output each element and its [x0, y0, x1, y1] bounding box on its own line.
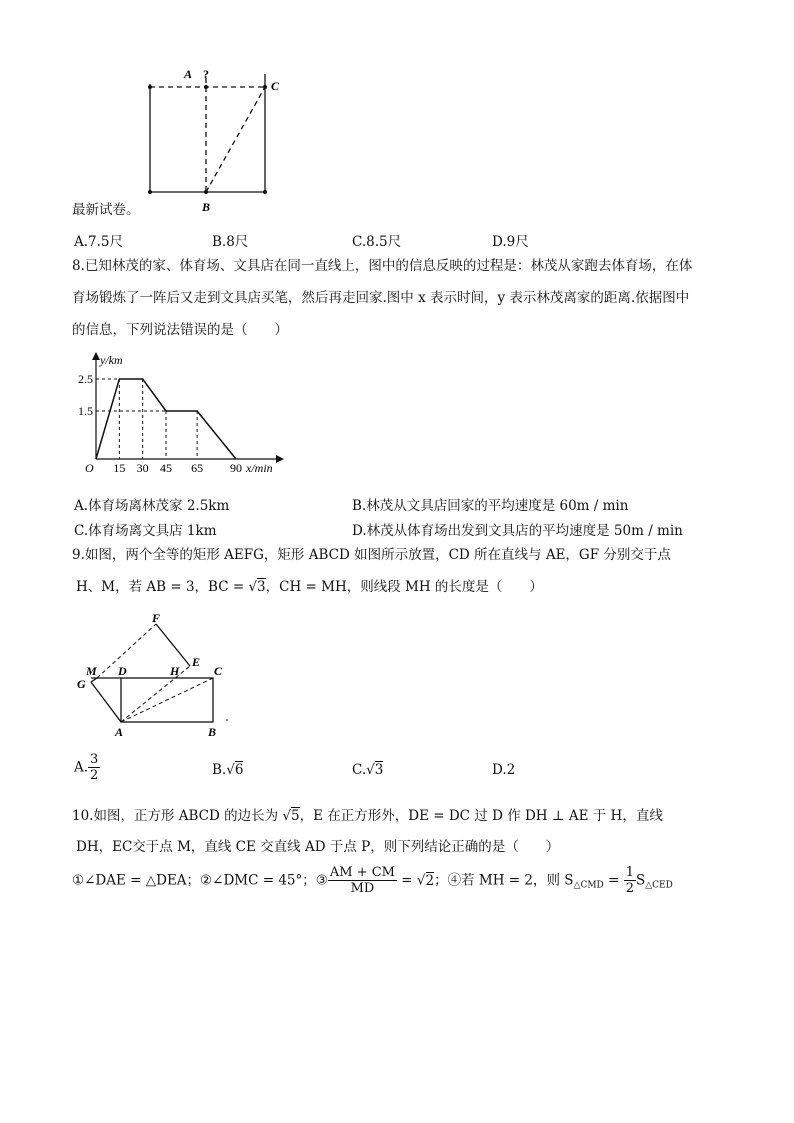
q10-half-denominator: 2 — [625, 881, 634, 896]
q9-segment-ef — [156, 624, 190, 666]
q8-stem-line-2: 育场锻炼了一阵后又走到文具店买笔，然后再走回家.图中 x 表示时间，y 表示林茂离家的距离.依据图中 — [72, 290, 690, 306]
x-tick-label: 30 — [136, 461, 149, 475]
q9-option-d[interactable]: D.2 — [492, 762, 516, 778]
q10-fraction-denominator: MD — [350, 881, 375, 896]
q10-sqrt-sign-2: √ — [416, 872, 426, 889]
q10-equals: = — [397, 872, 417, 889]
y-tick-label: 2.5 — [78, 372, 93, 386]
q10-statement-4: ；④若 MH = 2，则 S — [434, 872, 574, 889]
q9-label-C: C — [214, 664, 223, 678]
q9-option-c-radicand: 3 — [374, 762, 384, 778]
q10-fraction-half — [624, 865, 636, 896]
q9-option-a-denominator: 2 — [90, 768, 99, 783]
q7-option-a[interactable]: A.7.5尺 — [74, 234, 124, 250]
x-tick-label: 45 — [160, 461, 172, 475]
q9-label-A: A — [115, 725, 124, 739]
q10-sqrt-sign: √ — [282, 808, 292, 824]
q9-figure — [74, 612, 244, 744]
q9-option-a-numerator: 3 — [90, 752, 99, 767]
x-tick-label: 90 — [230, 461, 242, 475]
q9-line2-part-b: ，CH = MH，则线段 MH 的长度是（ ） — [265, 579, 543, 595]
q9-option-c-sqrt-sign: √ — [366, 762, 375, 778]
q10-half-numerator: 1 — [625, 865, 634, 880]
q7-label-top-mark: ? — [203, 67, 209, 81]
q9-label-F: F — [152, 612, 161, 625]
q9-option-a-fraction — [88, 752, 100, 783]
q7-label-A: A — [184, 67, 193, 81]
q10-stem-line-1 — [72, 806, 663, 826]
y-axis-arrow — [92, 352, 100, 360]
q7-diagonal-dashed — [206, 87, 265, 192]
q9-label-G: G — [77, 677, 86, 691]
q8-distance-time-chart — [70, 348, 300, 478]
q10-equals-2: = — [603, 872, 624, 889]
q9-label-D: D — [118, 664, 127, 678]
q7-option-c[interactable]: C.8.5尺 — [352, 234, 402, 250]
q10-area-s: S — [635, 872, 646, 889]
q10-fraction-am-cm-md — [328, 865, 397, 896]
q9-option-c-prefix: C. — [352, 762, 367, 778]
q8-option-b[interactable]: B.林茂从文具店回家的平均速度是 60m / min — [352, 498, 629, 514]
q10-statement-1-2: ①∠DAE = △DEA；②∠DMC = 45°；③ — [72, 872, 328, 889]
q8-option-d[interactable]: D.林茂从体育场出发到文具店的平均速度是 50m / min — [352, 523, 683, 539]
q9-stem-line-1: 9.如图，两个全等的矩形 AEFG，矩形 ABCD 如图所示放置，CD 所在直线与 AE，GF 分别交于点 — [72, 547, 671, 563]
q10-subscript-cmd: △CMD — [573, 880, 604, 891]
q10-subscript-ced: △CED — [645, 880, 673, 891]
q9-label-E: E — [192, 655, 201, 669]
q8-stem-line-1: 8.已知林茂的家、体育场、文具店在同一直线上，图中的信息反映的过程是：林茂从家跑去体育场，在体 — [72, 258, 693, 274]
q9-stem-line-2 — [76, 577, 543, 597]
q7-option-b[interactable]: B.8尺 — [212, 234, 249, 250]
q9-label-M: M — [86, 664, 97, 678]
q8-stem-line-3: 的信息，下列说法错误的是（ ） — [72, 322, 288, 338]
q7-watermark-text: 最新试卷。 — [72, 202, 140, 218]
q7-option-d[interactable]: D.9尺 — [492, 234, 529, 250]
q8-option-c[interactable]: C.体育场离文具店 1km — [74, 523, 217, 539]
q9-option-a-prefix: A. — [74, 759, 89, 776]
q10-line1-part-b: ，E 在正方形外，DE = DC 过 D 作 DH ⊥ AE 于 H，直线 — [299, 808, 663, 824]
q7-label-B: B — [202, 200, 211, 214]
origin-label: O — [85, 461, 94, 475]
q10-statements — [72, 862, 673, 904]
q10-sqrt-5: 5 — [291, 808, 300, 824]
x-tick-label: 65 — [191, 461, 204, 475]
q10-sqrt-2: 2 — [425, 872, 435, 889]
y-axis-label: y/km — [100, 353, 123, 367]
q10-stem-line-2: DH，EC交于点 M，直线 CE 交直线 AD 于点 P，则下列结论正确的是（ ） — [76, 839, 560, 855]
q9-option-b-sqrt-sign: √ — [226, 762, 235, 778]
q7-label-C: C — [271, 79, 280, 93]
q8-option-a[interactable]: A.体育场离林茂家 2.5km — [74, 498, 230, 514]
q9-segment-ga — [91, 682, 121, 722]
x-axis-arrow — [276, 455, 284, 463]
q10-line1-part-a: 10.如图，正方形 ABCD 的边长为 — [72, 808, 283, 824]
q9-label-B: B — [208, 725, 217, 739]
q10-fraction-numerator: AM + CM — [329, 865, 395, 880]
q9-label-H: H — [170, 664, 180, 678]
q9-option-b-prefix: B. — [212, 762, 227, 778]
q9-line2-part-a: H、M，若 AB = 3，BC = — [76, 579, 249, 595]
q9-option-b-radicand: 6 — [234, 762, 244, 778]
q9-option-c[interactable] — [352, 762, 383, 778]
x-axis-label: x/min — [246, 461, 273, 475]
q7-figure — [140, 64, 290, 214]
q9-sqrt-3: 3 — [257, 579, 266, 595]
q9-sqrt-sign: √ — [248, 579, 258, 595]
y-tick-label: 1.5 — [78, 404, 93, 418]
q9-option-a[interactable] — [74, 752, 100, 783]
q9-option-b[interactable] — [212, 762, 243, 778]
x-tick-label: 15 — [113, 461, 126, 475]
